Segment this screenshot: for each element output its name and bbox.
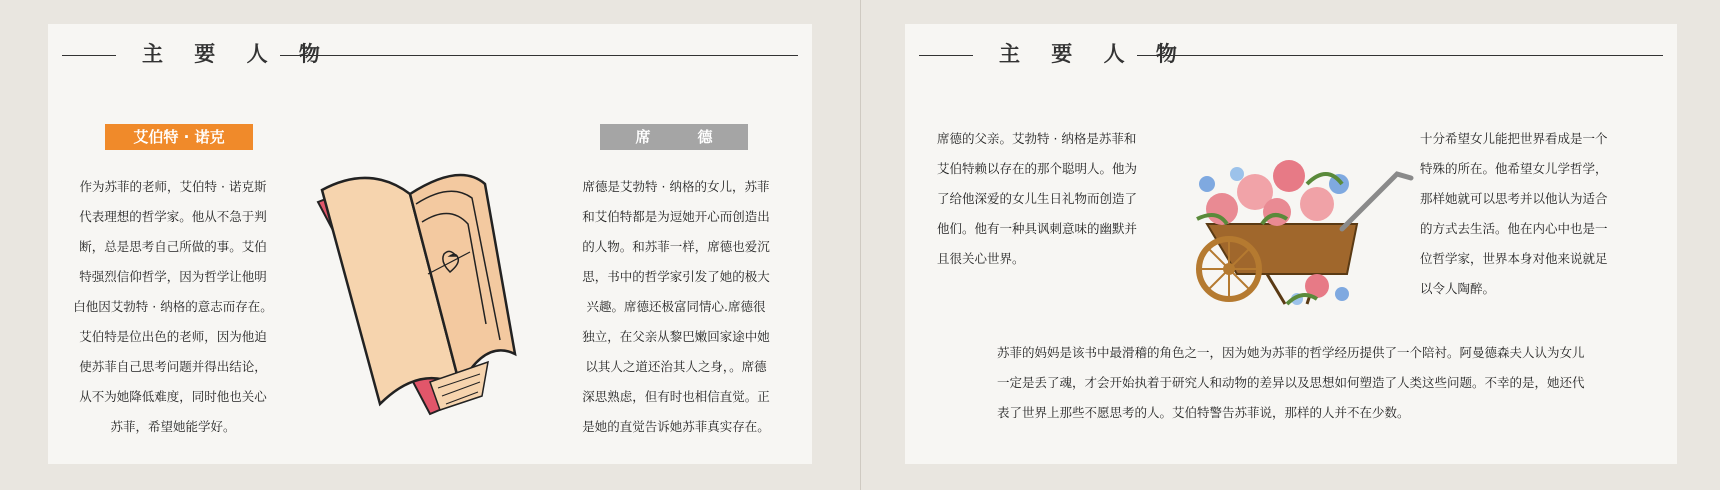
slide-title: 主 要 人 物 bbox=[999, 42, 1189, 66]
title-row bbox=[62, 24, 798, 66]
title-divider-right bbox=[280, 55, 798, 56]
name-badge-albert: 艾伯特 · 诺克 bbox=[105, 124, 253, 150]
title-divider-left bbox=[919, 55, 973, 56]
title-row bbox=[919, 24, 1663, 66]
flower-wheelbarrow-icon bbox=[1167, 154, 1417, 324]
albert-description: 作为苏菲的老师，艾伯特 · 诺克斯 代表理想的哲学家。他从不急于判 断，总是思考自己所做的事。艾伯 特强烈信仰哲学，因为哲学让他明 白他因艾勃特 · 纳格的意志而存在。 艾伯特是位出色的老师，因为他迫 使苏菲自己思考问题并得出结论， 从不为她降低难度，同时他也关心 苏菲，希望她能学好。 bbox=[73, 179, 273, 434]
hilde-description: 席德是艾勃特 · 纳格的女儿，苏菲 和艾伯特都是为逗她开心而创造出 的人物。和苏菲一样，席德也爱沉 思，书中的哲学家引发了她的极大 兴趣。席德还极富同情心.席德很 独立，在父亲从黎巴嫩回家途中她 以其人之道还治其人之身，。席德 深思熟虑，但有时也相信直觉。正 是她的直觉告诉她苏菲真实存在。 bbox=[582, 179, 770, 434]
nag-description: 席德的父亲。艾勃特 · 纳格是苏菲和 艾伯特赖以存在的那个聪明人。他为 了给他深爱的女儿生日礼物而创造了 他们。他有一种具讽刺意味的幽默并 且很关心世界。 bbox=[937, 131, 1138, 266]
title-divider-left bbox=[62, 55, 116, 56]
mother-description: 苏菲的妈妈是该书中最滑稽的角色之一，因为她为苏菲的哲学经历提供了一个陪衬。阿曼德森夫人认为女儿 一定是丢了魂，才会开始执着于研究人和动物的差异以及思想如何塑造了人类这些问题。不幸的是，她还代 表了世界上那些不愿思考的人。艾伯特警告苏菲说，那样的人并不在少数。 bbox=[997, 345, 1585, 420]
slide-title: 主 要 人 物 bbox=[142, 42, 332, 66]
open-book-icon bbox=[310, 164, 520, 434]
title-divider-right bbox=[1137, 55, 1663, 56]
nag-wish-text: 十分希望女儿能把世界看成是一个 特殊的所在。他希望女儿学哲学， 那样她就可以思考并以他认为适合 的方式去生活。他在内心中也是一 位哲学家，世界本身对他来说就足 以令人陶醉。 bbox=[1420, 131, 1608, 296]
slide-panel bbox=[905, 24, 1677, 464]
name-badge-hilde: 席 德 bbox=[600, 124, 748, 150]
slide-right bbox=[860, 0, 1720, 490]
slide-panel bbox=[48, 24, 812, 464]
